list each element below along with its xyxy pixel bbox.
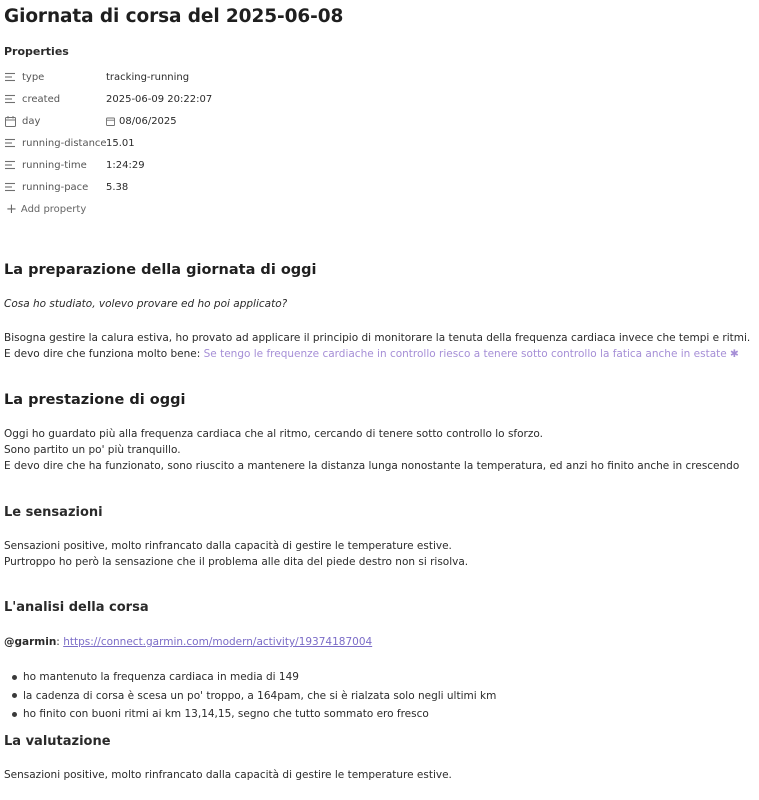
page-title: Giornata di corsa del 2025-06-08 [4,6,344,27]
list-item [12,687,496,706]
text-lines-icon [4,181,16,193]
text-lines-icon [4,71,16,83]
properties-heading: Properties [4,45,69,58]
property-value[interactable]: tracking-running [106,71,190,83]
paragraph-line: Sensazioni positive, molto rinfrancato dalla capacità di gestire le temperature estive. [4,769,452,781]
property-row-running-time[interactable] [4,155,304,175]
paragraph-line: Purtroppo ho però la sensazione che il problema alle dita del piede destro non si risolva. [4,556,469,568]
bullet-dot [12,693,17,698]
text-lines-icon [4,137,16,149]
analysis-bullet-list [12,668,496,724]
property-row-created[interactable] [4,89,304,109]
text-lines-icon [4,93,16,105]
calendar-icon [106,117,115,126]
property-row-type[interactable] [4,67,304,87]
section-heading-prestazione: La prestazione di oggi [4,392,186,408]
internal-note-link[interactable]: Se tengo le frequenze cardiache in controllo riesco a tenere sotto controllo la fatica anche in estate [203,348,727,360]
property-key: created [22,93,61,105]
paragraph-line: Sono partito un po' più tranquillo. [4,444,181,456]
calendar-icon [4,115,16,127]
paragraph-line: E devo dire che ha funzionato, sono riuscito a mantenere la distanza lunga nonostante la temperatura, ed anzi ho finito anche in crescendo [4,460,740,472]
property-row-running-pace[interactable] [4,177,304,197]
garmin-mention[interactable]: @garmin [4,636,57,648]
paragraph-line: Oggi ho guardato più alla frequenza cardiaca che al ritmo, cercando di tenere sotto controllo lo sforzo. [4,428,543,440]
list-item-text: ho mantenuto la frequenza cardiaca in media di 149 [23,671,299,683]
list-item-text: ho finito con buoni ritmi ai km 13,14,15, segno che tutto sommato ero fresco [23,708,429,720]
property-value[interactable]: 5.38 [106,181,129,193]
paragraph-line: Sensazioni positive, molto rinfrancato dalla capacità di gestire le temperature estive. [4,540,452,552]
list-item [12,705,496,724]
section-question: Cosa ho studiato, volevo provare ed ho poi applicato? [4,298,288,310]
bullet-dot [12,675,17,680]
asterisk-icon: ✱ [726,348,739,360]
property-value[interactable]: 15.01 [106,137,135,149]
garmin-activity-link[interactable]: https://connect.garmin.com/modern/activity/19374187004 [63,636,373,648]
section-heading-preparazione: La preparazione della giornata di oggi [4,262,317,278]
section-heading-valutazione: La valutazione [4,734,111,749]
property-key: running-distance [22,137,107,149]
property-value[interactable]: 1:24:29 [106,159,145,171]
plus-icon: + [6,201,17,217]
garmin-link-line [4,634,372,650]
property-row-day[interactable] [4,111,304,131]
paragraph-line: Bisogna gestire la calura estiva, ho provato ad applicare il principio di monitorare la tenuta della frequenza cardiaca invece che tempi e ritmi. [4,332,751,344]
property-key: running-time [22,159,87,171]
property-row-running-distance[interactable] [4,133,304,153]
separator: : [56,636,64,648]
bullet-dot [12,712,17,717]
list-item-text: la cadenza di corsa è scesa un po' troppo, a 164pam, che si è rialzata solo negli ultimi km [23,689,497,702]
property-key: day [22,115,41,127]
add-property-button[interactable] [6,201,87,217]
property-value-date[interactable] [106,116,177,127]
property-key: type [22,71,45,83]
text-lines-icon [4,159,16,171]
text-prefix: E devo dire che funziona molto bene: [4,348,204,360]
date-value: 08/06/2025 [119,115,177,127]
property-key: running-pace [22,181,89,193]
list-item [12,668,496,687]
section-heading-sensazioni: Le sensazioni [4,505,103,520]
paragraph-line [4,346,739,362]
section-heading-analisi: L'analisi della corsa [4,600,149,615]
property-value[interactable]: 2025-06-09 20:22:07 [106,93,213,105]
add-property-label: Add property [20,204,87,215]
